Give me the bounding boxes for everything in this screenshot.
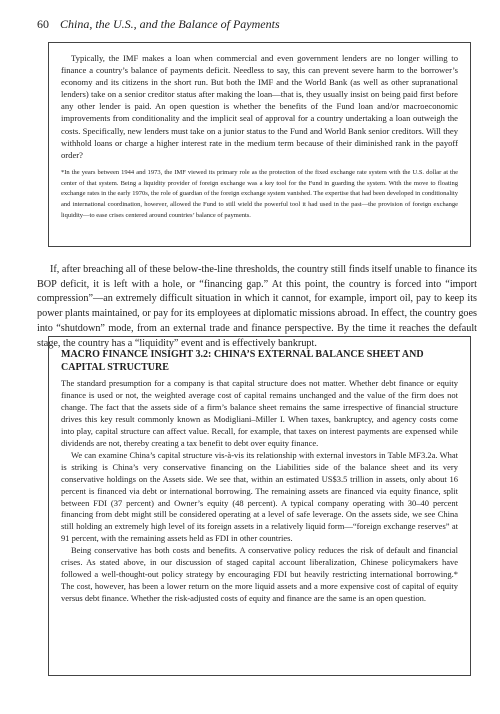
imf-sidebar-box: [48, 42, 471, 247]
running-title: China, the U.S., and the Balance of Payments: [60, 17, 280, 31]
main-body-paragraph: If, after breaching all of these below-the-line thresholds, the country still finds itself unable to finance its BOP deficit, it is left with a hole, or “financing gap.” At this point, the country is forced into “import compression”—an extremely difficult situation in which it cannot, for example, import oil, pay to keep its power plants maintained, or pay for its employees at diplomatic missions abroad. In effect, the country goes into “shutdown” mode, from an external trade and finance perspective. By the time it reaches the default stage, the country has a “liquidity” event and is effectively bankrupt.: [37, 264, 477, 349]
running-header: [37, 17, 280, 32]
imf-sidebar-paragraph: Typically, the IMF makes a loan when commercial and even government lenders are no longer willing to finance a country’s balance of payments deficit. Needless to say, this can prevent severe harm to the borrower’s economy and its citizens in the short run. But both the IMF and the World Bank (as well as other supranational lenders) take on a senior creditor status after making the loan—that is, they usually insist on being paid first before any other lender is paid. An open question is whether the benefits of the Fund loan and/or macroeconomic improvements from conditionality and the implicit seal of approval for a country undertaking a loan outweigh the costs. Specifically, new lenders must take on a junior status to the Fund and World Bank senior creditors. Will they withhold loans or charge a higher interest rate in the medium term because of their diminished rank in the payoff order?: [61, 53, 458, 160]
insight-paragraph-3: Being conservative has both costs and benefits. A conservative policy reduces the risk of default and financial crises. As stated above, in our discussion of staged capital account liberalization, Chinese policymakers have followed a well-thought-out policy strategy by encouraging FDI but heavily restricting international borrowing.* The cost, however, has been a lower return on the more liquid assets and a more expensive cost of capital of equity versus debt finance. Whether the risk-adjusted costs of equity and finance are the same is an open question.: [61, 545, 458, 604]
imf-sidebar-footnote: *In the years between 1944 and 1973, the IMF viewed its primary role as the protection of the fixed exchange rate system with the U.S. dollar at the center of that system. Being a liquidity provider of foreign exchange was a key tool for the Fund in guarding the system. With the move to floating exchange rates in the early 1970s, the role of guardian of the foreign exchange system vanished. The expertise that had been developed in conditionality and international coordination, however, allowed the Fund to still wield the powerful tool it had used in the past—the provision of foreign exchange liquidity—to ease crises centered around countries’ balance of payments.: [61, 168, 458, 219]
insight-title: MACRO FINANCE INSIGHT 3.2: CHINA’S EXTERNAL BALANCE SHEET AND CAPITAL STRUCTURE: [61, 349, 424, 373]
insight-paragraph-2: We can examine China’s capital structure vis-à-vis its relationship with external investors in Table MF3.2a. What is striking is China’s very conservative financing on the Liabilities side of the balance sheet and its very conservative holdings on the Assets side. We see that, within an estimated US$3.5 trillion in assets, only about 16 percent is financed via debt or international borrowing. The remaining assets are financed via equity finance, split between FDI (37 percent) and Owner’s equity (48 percent). A typical company operating with 30–40 percent financing from debt might still be considered operating at a level of safe leverage. On the assets side, we see China still holding an extremely high level of its foreign assets in a relatively liquid form—“foreign exchange reserves” at 91 percent, with the remaining assets held as FDI in other countries.: [61, 449, 458, 544]
page-number: 60: [37, 17, 49, 31]
macro-finance-insight-box: [48, 336, 471, 676]
insight-paragraph-1: The standard presumption for a company is that capital structure does not matter. Whether debt finance or equity finance is used or not, the weighted average cost of capital remains unchanged and the value of the firm does not change. The fact that the assets side of a firm’s balance sheet remains the same irrespective of financial structure drives this key result commonly known as Modigliani–Miller I. When taxes, bankruptcy, and agency costs come into play, capital structure can affect value. Recall, for example, that taxes on interest payments are expensed while dividends are not, thereby creating a tax benefit to debt over equity finance.: [61, 378, 458, 448]
